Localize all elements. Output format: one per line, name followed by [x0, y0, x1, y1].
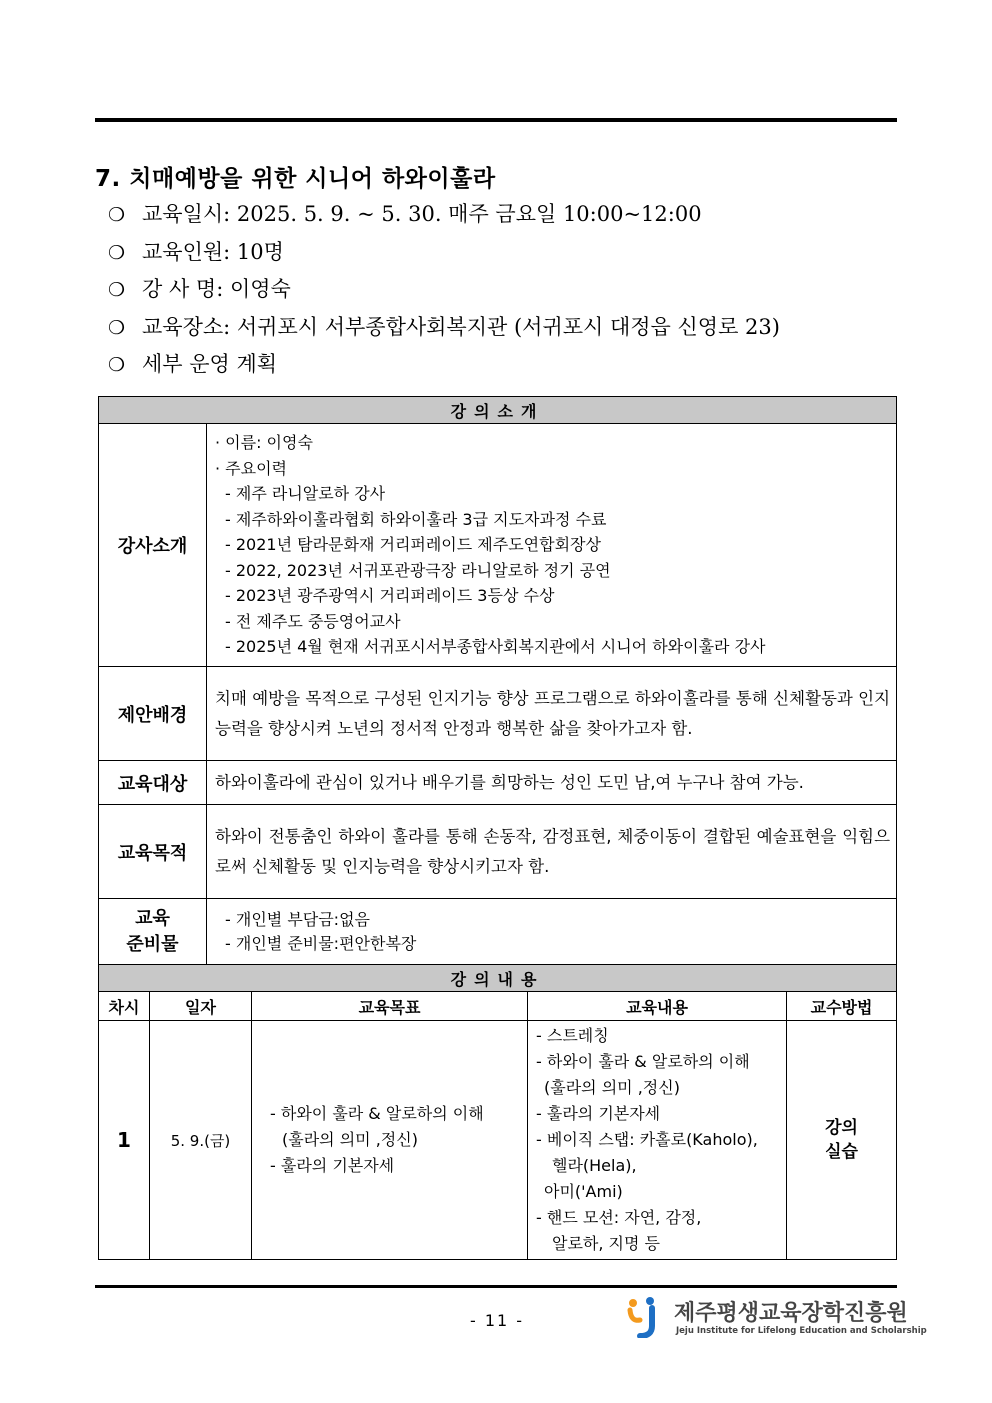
info-list: [108, 198, 780, 386]
lecture-table: [98, 396, 897, 1260]
header-method: 교수방법: [787, 992, 897, 1021]
background-label: 제안배경: [99, 667, 207, 761]
org-name-ko: 제주평생교육장학진흥원: [674, 1301, 908, 1326]
session-goal: - 하와이 훌라 & 알로하의 이해 (훌라의 의미 ,정신) - 훌라의 기본자세: [252, 1021, 528, 1260]
circle-bullet-icon: ❍: [108, 316, 126, 339]
session-date: 5. 9.(금): [150, 1021, 252, 1260]
section-title: 7. 치매예방을 위한 시니어 하와이훌라: [95, 166, 496, 192]
info-item-date: ❍ 교육일시: 2025. 5. 9. ~ 5. 30. 매주 금요일 10:00~12:00: [108, 198, 780, 236]
purpose-text: 하와이 전통춤인 하와이 훌라를 통해 손동작, 감정표현, 체중이동이 결합된 예술표현을 익힘으로써 신체활동 및 인지능력을 향상시키고자 함.: [207, 805, 897, 899]
materials-details: - 개인별 부담금:없음 - 개인별 준비물:편안한복장: [207, 899, 897, 965]
circle-bullet-icon: ❍: [108, 279, 126, 301]
purpose-label: 교육목적: [99, 805, 207, 899]
page-number: - 11 -: [470, 1311, 525, 1330]
intro-band: 강의소개: [99, 397, 897, 424]
header-content: 교육내용: [528, 992, 787, 1021]
info-item-plan: ❍ 세부 운영 계획: [108, 348, 780, 386]
top-rule: [95, 118, 897, 122]
target-label: 교육대상: [99, 761, 207, 805]
org-logo: [626, 1296, 927, 1338]
background-text: 치매 예방을 목적으로 구성된 인지기능 향상 프로그램으로 하와이훌라를 통해 신체활동과 인지능력을 향상시켜 노년의 정서적 안정과 행복한 삶을 찾아가고자 함.: [207, 667, 897, 761]
content-band: 강의내용: [99, 965, 897, 992]
header-date: 일자: [150, 992, 252, 1021]
instructor-details: · 이름: 이영숙 · 주요이력 - 제주 라니알로하 강사 - 제주하와이훌라협회 하와이훌라 3급 지도자과정 수료 - 2021년 탐라문화재 거리퍼레이드 제주도연합회장상 - 2022, 2023년 서귀포관광극장 라니알로하 정기 공연 - 2023년 광주광역시 거리퍼레이드 3등상 수상 - 전 제주도 중등영어교사 - 2025년 4월 현재 서귀포시서부종합사회복지관에서 시니어 하와이훌라 강사: [207, 424, 897, 667]
info-item-location: ❍ 교육장소: 서귀포시 서부종합사회복지관 (서귀포시 대정읍 신영로 23): [108, 311, 780, 349]
table-row: [99, 1021, 897, 1260]
materials-label: 교육 준비물: [99, 899, 207, 965]
info-item-instructor: ❍ 강 사 명: 이영숙: [108, 273, 780, 311]
header-session: 차시: [99, 992, 150, 1021]
circle-bullet-icon: ❍: [108, 241, 126, 264]
org-name-en: Jeju Institute for Lifelong Education and Scholarship: [676, 1326, 927, 1336]
header-goal: 교육목표: [252, 992, 528, 1021]
bottom-rule: [95, 1285, 897, 1288]
target-text: 하와이훌라에 관심이 있거나 배우기를 희망하는 성인 도민 남,여 누구나 참여 가능.: [207, 761, 897, 805]
org-logo-icon: [626, 1296, 666, 1338]
circle-bullet-icon: ❍: [108, 354, 126, 376]
session-number: 1: [99, 1021, 150, 1260]
info-item-count: ❍ 교육인원: 10명: [108, 236, 780, 274]
circle-bullet-icon: ❍: [108, 204, 126, 226]
instructor-label: 강사소개: [99, 424, 207, 667]
session-content: - 스트레칭 - 하와이 훌라 & 알로하의 이해 (훌라의 의미 ,정신) - 훌라의 기본자세 - 베이직 스탭: 카홀로(Kaholo), 헬라(Hela), 아미('Ami) - 핸드 모션: 자연, 감정, 알로하, 지명 등: [528, 1021, 787, 1260]
session-method: 강의 실습: [787, 1021, 897, 1260]
